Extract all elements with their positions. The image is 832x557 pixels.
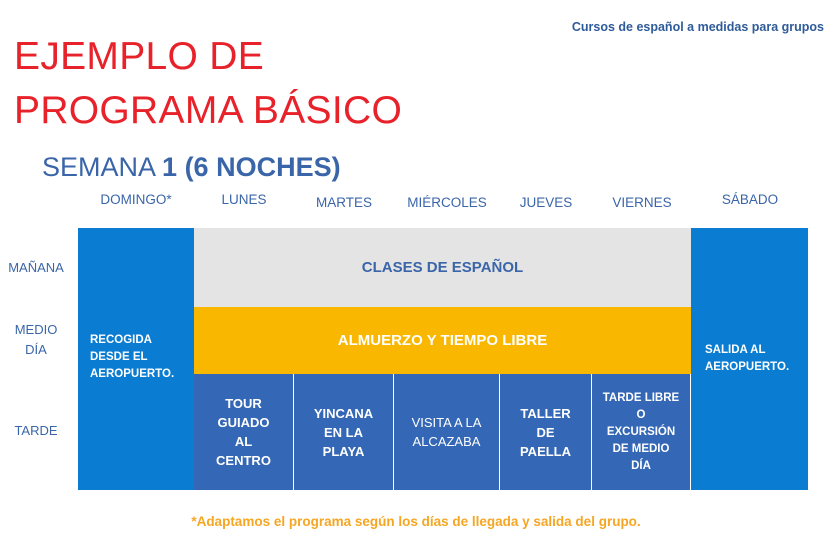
- activity-monday: TOUR GUIADO AL CENTRO: [194, 374, 294, 490]
- slot-afternoon: TARDE: [14, 423, 58, 438]
- week-count: 1 (6 NOCHES): [162, 152, 341, 182]
- week-heading: [42, 152, 341, 183]
- lunch-block: ALMUERZO Y TIEMPO LIBRE: [194, 307, 691, 374]
- day-tuesday: MARTES: [315, 195, 372, 210]
- activity-friday: TARDE LIBRE O EXCURSIÓN DE MEDIO DÍA: [592, 374, 691, 490]
- day-thursday: JUEVES: [519, 195, 573, 210]
- slot-morning: MAÑANA: [8, 260, 64, 275]
- activity-tuesday: YINCANA EN LA PLAYA: [294, 374, 394, 490]
- day-saturday: SÁBADO: [721, 192, 779, 207]
- slot-midday-line-1: MEDIO: [14, 322, 58, 337]
- slot-midday: [0, 320, 72, 360]
- page-title: [14, 30, 402, 138]
- day-friday: VIERNES: [612, 195, 672, 210]
- title-line-1: EJEMPLO DE: [14, 35, 265, 78]
- classes-block: CLASES DE ESPAÑOL: [194, 228, 691, 307]
- saturday-block: [691, 228, 808, 490]
- tagline: Cursos de español a medidas para grupos: [571, 20, 824, 34]
- day-wednesday: MIÉRCOLES: [407, 195, 487, 210]
- footnote: *Adaptamos el programa según los días de llegada y salida del grupo.: [191, 514, 641, 529]
- saturday-text: SALIDA AL AEROPUERTO.: [705, 344, 790, 373]
- week-prefix: SEMANA: [42, 152, 163, 182]
- title-line-2: PROGRAMA BÁSICO: [14, 89, 403, 132]
- activity-wednesday: VISITA A LA ALCAZABA: [394, 374, 500, 490]
- slot-midday-line-2: DÍA: [25, 342, 47, 357]
- day-sunday: DOMINGO*: [100, 192, 172, 207]
- day-monday: LUNES: [221, 192, 267, 207]
- sunday-block: [78, 228, 194, 490]
- activity-thursday: TALLER DE PAELLA: [500, 374, 592, 490]
- sunday-text: RECOGIDA DESDE EL AEROPUERTO.: [90, 334, 175, 380]
